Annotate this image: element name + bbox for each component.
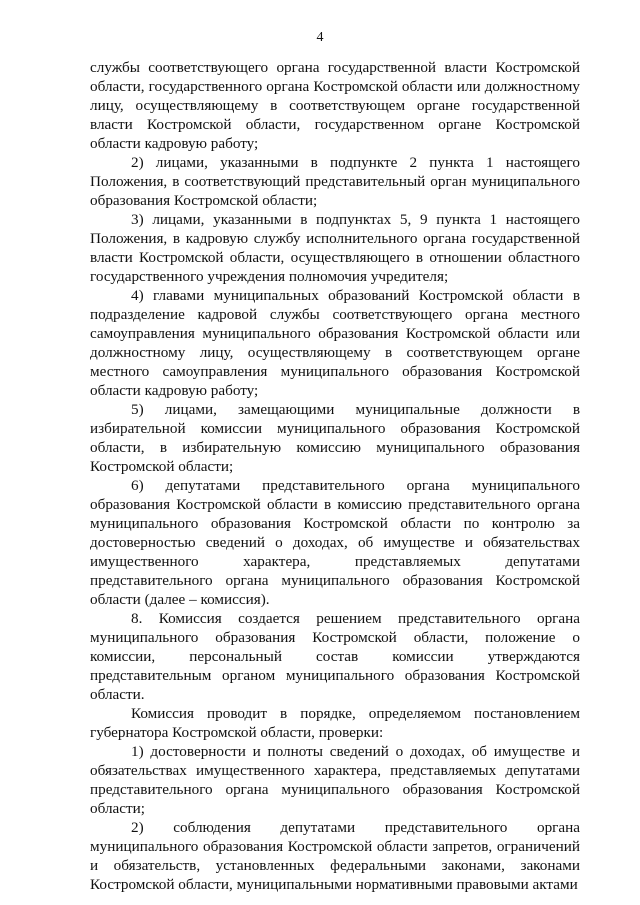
paragraph-item-3: 3) лицами, указанными в подпунктах 5, 9 пункта 1 настоящего Положения, в кадровую службу исполнительного органа государственной власти Костромской области, осуществляющего в отношении областного государственного учреждения полномочия учредителя; (90, 211, 580, 285)
paragraph-item-4: 4) главами муниципальных образований Костромской области в подразделение кадровой службы соответствующего органа местного самоуправления муниципального образования Костромской области или должностному лицу, осуществляющему в соответствующем органе местного самоуправления муниципального образования Костромской области кадровую работу; (90, 287, 580, 399)
page-number: 4 (316, 30, 324, 45)
paragraph-item-5: 5) лицами, замещающими муниципальные должности в избирательной комиссии муниципального образования Костромской области, в избирательную комиссию муниципального образования Костромской области; (90, 401, 580, 475)
paragraph-commission-checks: Комиссия проводит в порядке, определяемом постановлением губернатора Костромской области, проверки: (90, 705, 580, 741)
paragraph-continuation: службы соответствующего органа государственной власти Костромской области, государственного органа Костромской области или должностному лицу, осуществляющему в соответствующем органе государственной власти Костромской области, государственном органе Костромской области кадровую работу; (90, 59, 580, 152)
paragraph-check-1: 1) достоверности и полноты сведений о доходах, об имуществе и обязательствах имущественного характера, представляемых депутатами представительного органа муниципального образования Костромской области; (90, 743, 580, 817)
paragraph-item-6: 6) депутатами представительного органа муниципального образования Костромской области в комиссию представительного органа муниципального образования Костромской области по контролю за достоверностью сведений о доходах, об имуществе и обязательствах имущественного характера, представляемых депутатами представительного органа муниципального образования Костромской области (далее – комиссия). (90, 477, 580, 608)
document-body (90, 58, 580, 894)
paragraph-check-2: 2) соблюдения депутатами представительного органа муниципального образования Костромской области запретов, ограничений и обязательств, установленных федеральными законами, законами Костромской области, муниципальными нормативными правовыми актами (90, 819, 580, 893)
paragraph-section-8: 8. Комиссия создается решением представительного органа муниципального образования Костромской области, положение о комиссии, персональный состав комиссии утверждаются представительным органом муниципального образования Костромской области. (90, 610, 580, 703)
paragraph-item-2: 2) лицами, указанными в подпункте 2 пункта 1 настоящего Положения, в соответствующий представительный орган муниципального образования Костромской области; (90, 154, 580, 209)
